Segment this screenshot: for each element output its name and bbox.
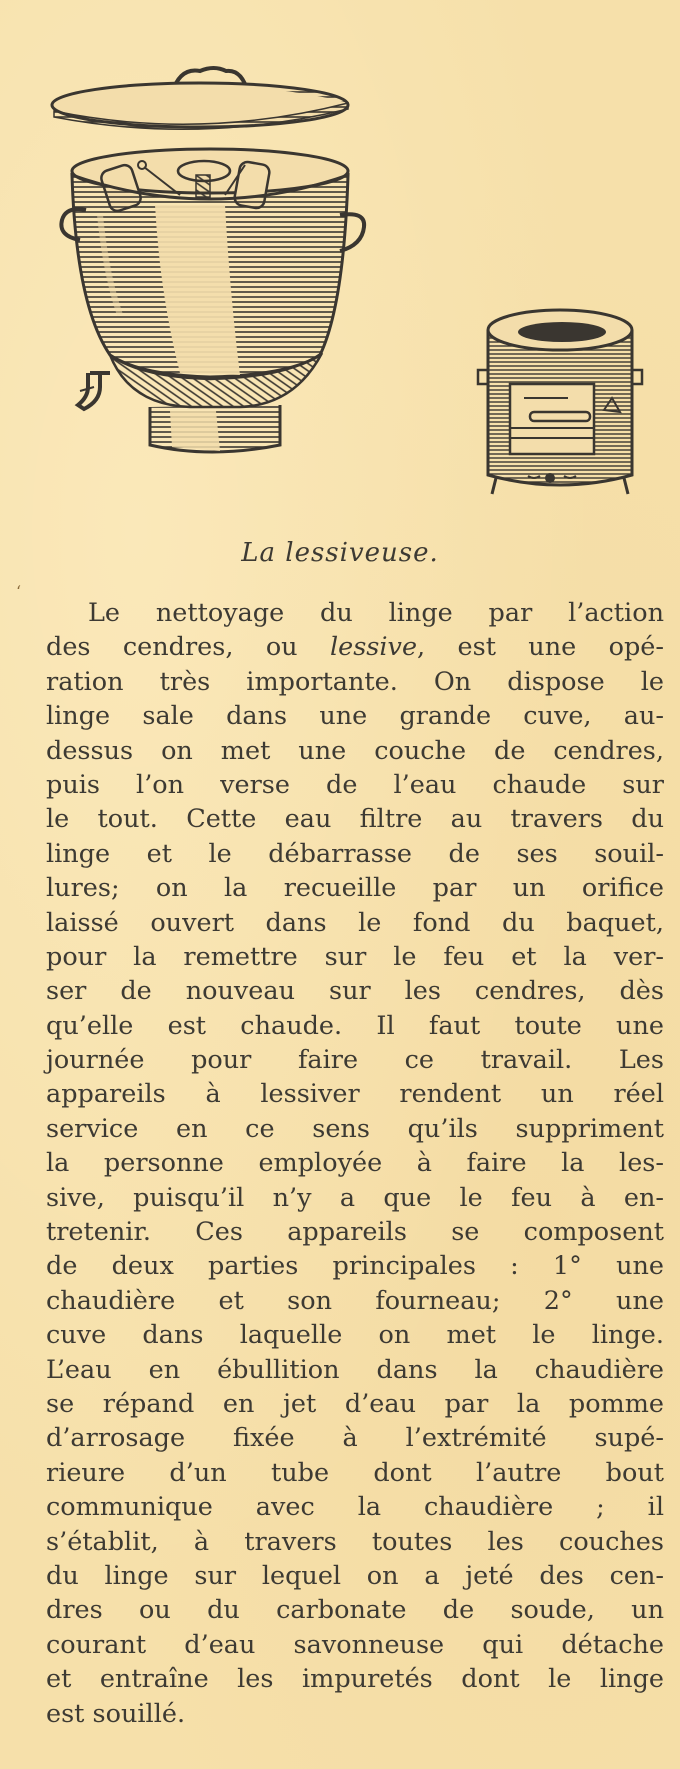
text-line: sive, puisqu’il n’y a que le feu à en- bbox=[46, 1182, 664, 1213]
text-line: laissé ouvert dans le fond du baquet, bbox=[46, 907, 664, 938]
text-line: linge sale dans une grande cuve, au- bbox=[46, 701, 664, 732]
text-line: Le nettoyage du linge par l’action bbox=[88, 598, 664, 628]
fourneau-illustration bbox=[470, 300, 650, 515]
text-line: s’établit, à travers toutes les couches bbox=[46, 1526, 664, 1557]
text-line: se répand en jet d’eau par la pomme bbox=[46, 1388, 664, 1419]
text-line: pour la remettre sur le feu et la ver- bbox=[46, 941, 664, 972]
text-line: lures; on la recueille par un orifice bbox=[46, 873, 664, 904]
text-line: des cendres, ou lessive, est une opé- bbox=[46, 632, 664, 663]
italic-term: lessive bbox=[329, 632, 418, 663]
text-line: qu’elle est chaude. Il faut toute une bbox=[46, 1010, 664, 1041]
text-line: chaudière et son fourneau; 2° une bbox=[46, 1285, 664, 1316]
text-line: et entraîne les impuretés dont le linge bbox=[46, 1664, 664, 1695]
text-line: du linge sur lequel on a jeté des cen- bbox=[46, 1560, 664, 1591]
text-line: courant d’eau savonneuse qui détache bbox=[46, 1629, 664, 1660]
text-line: linge et le débarrasse de ses souil- bbox=[46, 838, 664, 869]
text-line: ration très importante. On dispose le bbox=[46, 666, 664, 697]
text-line: L’eau en ébullition dans la chaudière bbox=[46, 1354, 664, 1385]
text-line: est souillé. bbox=[46, 1698, 186, 1729]
text-line: la personne employée à faire la les- bbox=[46, 1148, 664, 1179]
text-line: puis l’on verse de l’eau chaude sur bbox=[46, 769, 664, 800]
lessiveuse-illustration bbox=[40, 55, 400, 515]
text-line: tretenir. Ces appareils se composent bbox=[46, 1217, 664, 1248]
text-line: dessus on met une couche de cendres, bbox=[46, 735, 664, 766]
text-line: communique avec la chaudière ; il bbox=[46, 1492, 664, 1523]
figure-caption: La lessiveuse. bbox=[241, 538, 439, 568]
text-line: journée pour faire ce travail. Les bbox=[46, 1045, 664, 1076]
text-line: de deux parties principales : 1° une bbox=[46, 1251, 664, 1282]
text-line: appareils à lessiver rendent un réel bbox=[46, 1079, 664, 1110]
text-line: service en ce sens qu’ils suppriment bbox=[46, 1113, 664, 1144]
text-line: cuve dans laquelle on met le linge. bbox=[46, 1320, 664, 1351]
text-line: rieure d’un tube dont l’autre bout bbox=[46, 1457, 664, 1488]
margin-mark: ‘ bbox=[16, 582, 22, 601]
text-line: le tout. Cette eau filtre au travers du bbox=[46, 804, 664, 835]
text-line: d’arrosage fixée à l’extrémité supé- bbox=[46, 1423, 664, 1454]
body-paragraph bbox=[46, 596, 664, 1731]
text-line: dres ou du carbonate de soude, un bbox=[46, 1595, 664, 1626]
text-line: ser de nouveau sur les cendres, dès bbox=[46, 976, 664, 1007]
